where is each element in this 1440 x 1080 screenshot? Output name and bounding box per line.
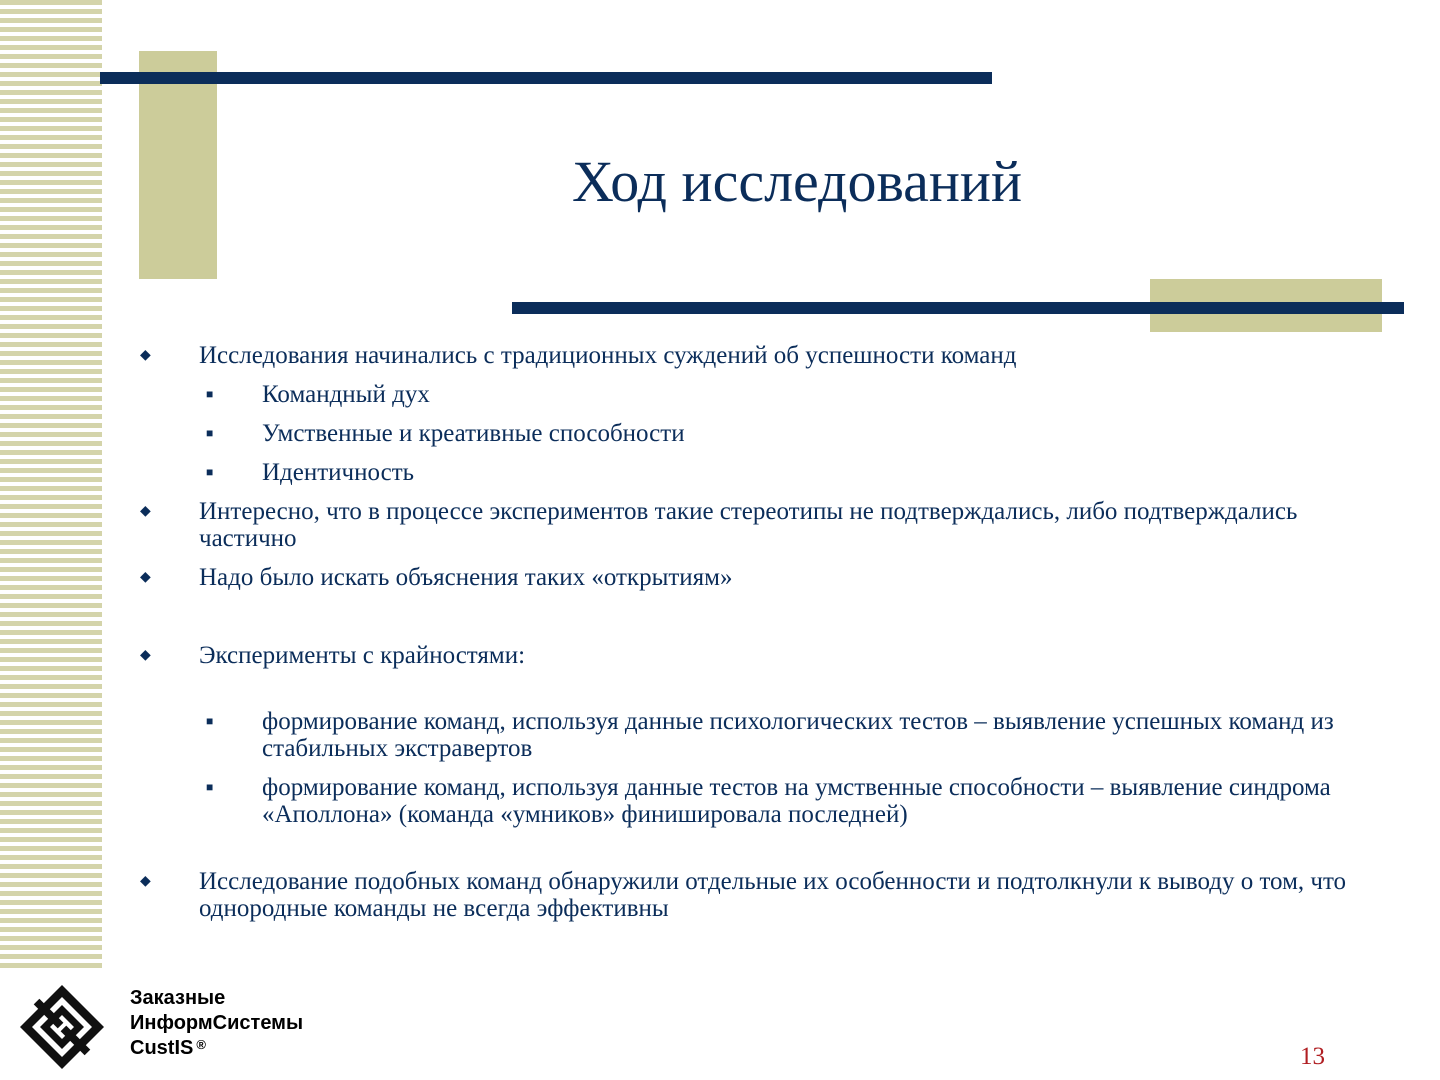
diamond-bullet-icon: ◆ bbox=[140, 648, 151, 663]
sub-bullet-item bbox=[140, 774, 1370, 828]
company-name-line1: Заказные bbox=[130, 987, 226, 1009]
square-bullet-icon: ■ bbox=[206, 465, 214, 479]
bullet-text: Эксперименты с крайностями: bbox=[199, 642, 526, 669]
company-brand: CustIS bbox=[130, 1037, 194, 1059]
square-bullet-icon: ■ bbox=[206, 426, 214, 440]
sub-bullet-text: формирование команд, используя данные тестов на умственные способности – выявление синдрома «Аполлона» (команда «умников» финишировала последней) bbox=[262, 774, 1331, 828]
diamond-bullet-icon: ◆ bbox=[140, 504, 151, 519]
decorative-navy-bar-top bbox=[100, 72, 992, 84]
sub-bullet-item bbox=[140, 459, 1370, 486]
company-name bbox=[130, 986, 303, 1061]
square-bullet-icon: ■ bbox=[206, 714, 214, 728]
diamond-bullet-icon: ◆ bbox=[140, 348, 151, 363]
bullet-item bbox=[140, 642, 1370, 669]
square-bullet-icon: ■ bbox=[206, 780, 214, 794]
sub-bullet-item bbox=[140, 381, 1370, 408]
bullet-text: Исследования начинались с традиционных суждений об успешности команд bbox=[199, 342, 1017, 369]
custis-logo-icon bbox=[18, 983, 106, 1071]
decorative-stripes bbox=[0, 0, 102, 970]
bullet-text: Надо было искать объяснения таких «открытиям» bbox=[199, 564, 733, 591]
decorative-olive-block-left bbox=[139, 51, 217, 279]
square-bullet-icon: ■ bbox=[206, 387, 214, 401]
sub-bullet-item bbox=[140, 420, 1370, 447]
sub-bullet-text: Идентичность bbox=[262, 459, 415, 486]
bullet-item bbox=[140, 342, 1370, 369]
bullet-item bbox=[140, 564, 1370, 591]
bullet-item bbox=[140, 868, 1370, 922]
sub-bullet-text: формирование команд, используя данные психологических тестов – выявление успешных команд из стабильных экстравертов bbox=[262, 708, 1334, 762]
sub-bullet-item bbox=[140, 708, 1370, 762]
diamond-bullet-icon: ◆ bbox=[140, 874, 151, 889]
decorative-navy-bar-bottom bbox=[512, 302, 1404, 314]
bullet-text: Интересно, что в процессе экспериментов такие стереотипы не подтверждались, либо подтверждались частично bbox=[199, 498, 1298, 552]
bullet-list bbox=[140, 342, 1370, 922]
page-number: 13 bbox=[1300, 1043, 1325, 1070]
slide-title: Ход исследований bbox=[571, 149, 1022, 214]
diamond-bullet-icon: ◆ bbox=[140, 570, 151, 585]
company-name-line2: ИнформСистемы bbox=[130, 1012, 304, 1034]
registered-mark: ® bbox=[196, 1037, 206, 1052]
bullet-text: Исследование подобных команд обнаружили отдельные их особенности и подтолкнули к выводу о том, что однородные команды не всегда эффективны bbox=[199, 868, 1347, 922]
sub-bullet-text: Умственные и креативные способности bbox=[262, 420, 685, 447]
sub-bullet-text: Командный дух bbox=[262, 381, 430, 408]
bullet-item bbox=[140, 498, 1370, 552]
company-name-line3 bbox=[130, 1036, 303, 1061]
